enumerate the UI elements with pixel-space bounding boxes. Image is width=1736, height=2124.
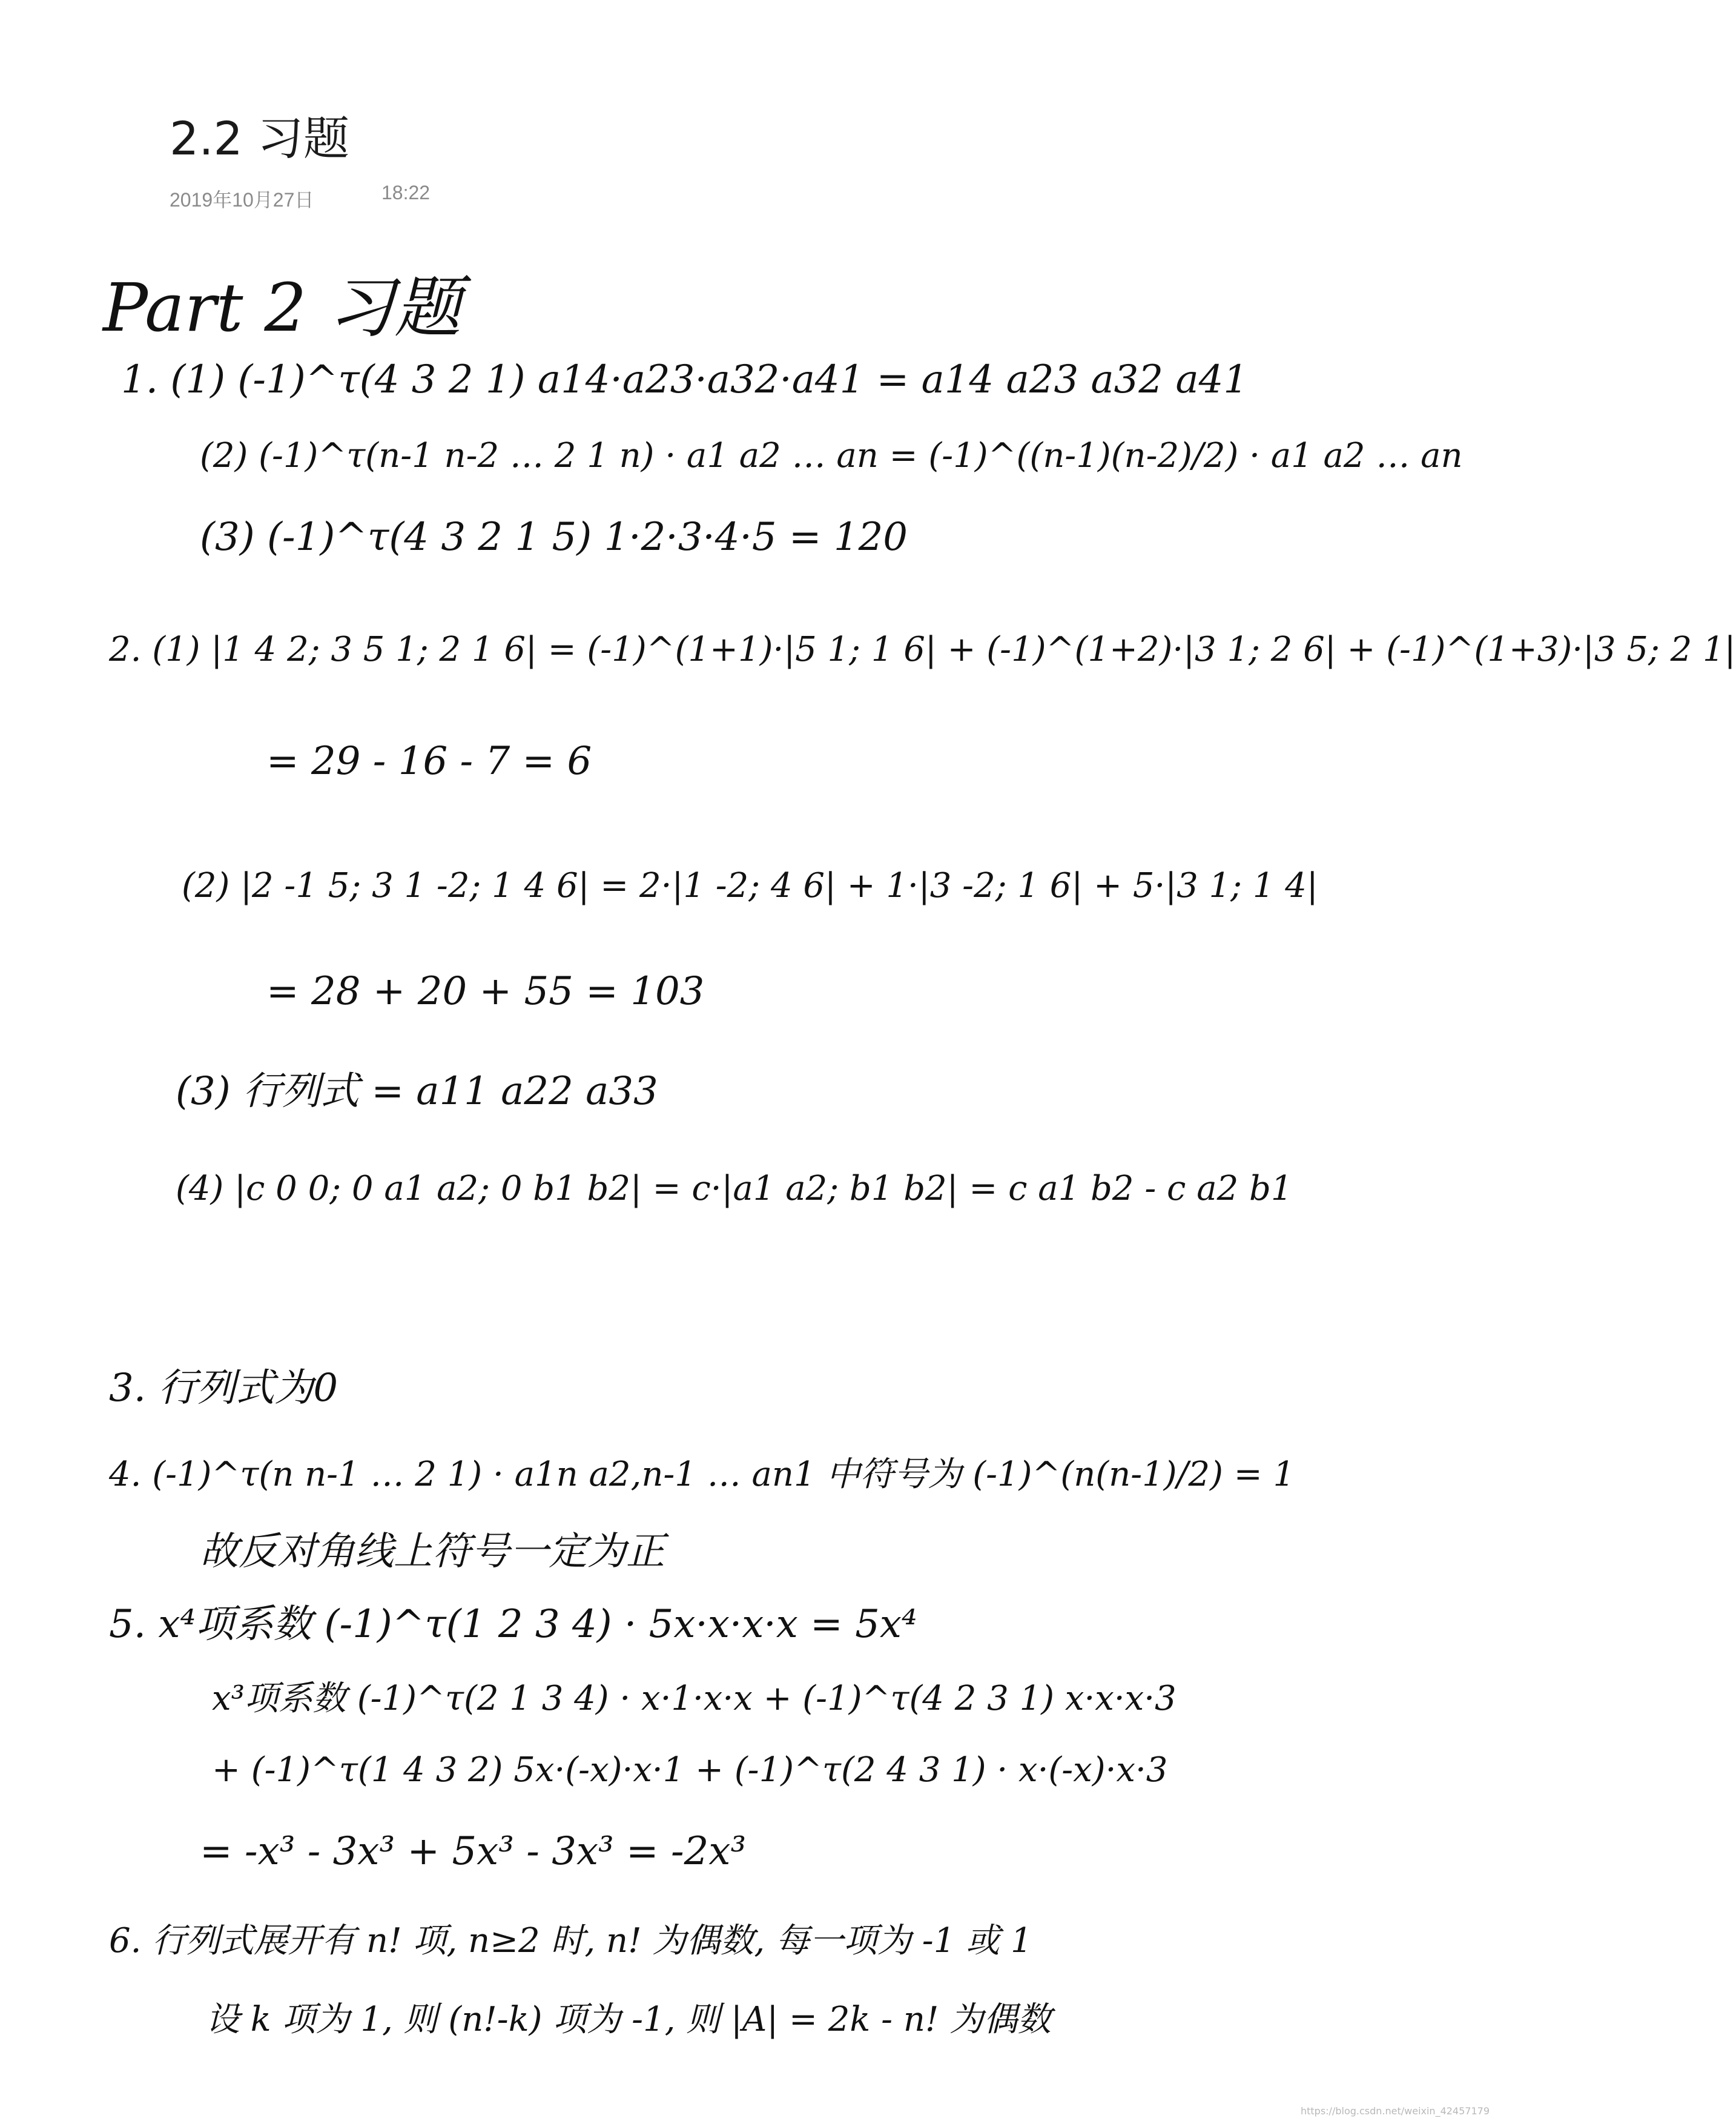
q2-part1: 2. (1) |1 4 2; 3 5 1; 2 1 6| = (-1)^(1+1)·|5 1; 1 6| + (-1)^(1+2)·|3 1; 2 6| + (-1)^(1+3)·|3 5; 2 1| xyxy=(109,630,1736,669)
note-time: 18:22 xyxy=(381,182,431,203)
page-title: 2.2 习题 xyxy=(170,111,350,165)
q5-line2: x³项系数 (-1)^τ(2 1 3 4) · x·1·x·x + (-1)^τ(4 2 3 1) x·x·x·3 xyxy=(212,1679,1177,1718)
q2-part2: (2) |2 -1 5; 3 1 -2; 1 4 6| = 2·|1 -2; 4 6| + 1·|3 -2; 1 6| + 5·|3 1; 1 4| xyxy=(182,866,1318,905)
q2-part2-result: = 28 + 20 + 55 = 103 xyxy=(266,969,705,1014)
q2-part4: (4) |c 0 0; 0 a1 a2; 0 b1 b2| = c·|a1 a2; b1 b2| = c a1 b2 - c a2 b1 xyxy=(176,1169,1293,1208)
q5-line1: 5. x⁴项系数 (-1)^τ(1 2 3 4) · 5x·x·x·x = 5x⁴ xyxy=(109,1602,917,1647)
q4-line1: 4. (-1)^τ(n n-1 … 2 1) · a1n a2,n-1 … an1 中符号为 (-1)^(n(n-1)/2) = 1 xyxy=(109,1455,1295,1494)
q4-line2: 故反对角线上符号一定为正 xyxy=(200,1529,665,1574)
q2-part3: (3) 行列式 = a11 a22 a33 xyxy=(176,1069,658,1114)
q1-part3: (3) (-1)^τ(4 3 2 1 5) 1·2·3·4·5 = 120 xyxy=(200,515,908,560)
handwritten-heading: Part 2 习题 xyxy=(103,269,461,346)
watermark: https://blog.csdn.net/weixin_42457179 xyxy=(1300,2105,1490,2117)
q6-line2: 设 k 项为 1, 则 (n!-k) 项为 -1, 则 |A| = 2k - n! 为偶数 xyxy=(206,2000,1052,2039)
q1-part2: (2) (-1)^τ(n-1 n-2 … 2 1 n) · a1 a2 … an = (-1)^((n-1)(n-2)/2) · a1 a2 … an xyxy=(200,436,1463,475)
q2-part1-result: = 29 - 16 - 7 = 6 xyxy=(266,739,592,784)
q1-part1: 1. (1) (-1)^τ(4 3 2 1) a14·a23·a32·a41 = a14 a23 a32 a41 xyxy=(121,357,1249,402)
q3-line: 3. 行列式为0 xyxy=(109,1366,338,1411)
q5-line4: = -x³ - 3x³ + 5x³ - 3x³ = -2x³ xyxy=(200,1829,747,1874)
q6-line1: 6. 行列式展开有 n! 项, n≥2 时, n! 为偶数, 每一项为 -1 或 1 xyxy=(109,1921,1032,1960)
note-date: 2019年10月27日 xyxy=(170,189,314,211)
q5-line3: + (-1)^τ(1 4 3 2) 5x·(-x)·x·1 + (-1)^τ(2 4 3 1) · x·(-x)·x·3 xyxy=(212,1750,1168,1790)
